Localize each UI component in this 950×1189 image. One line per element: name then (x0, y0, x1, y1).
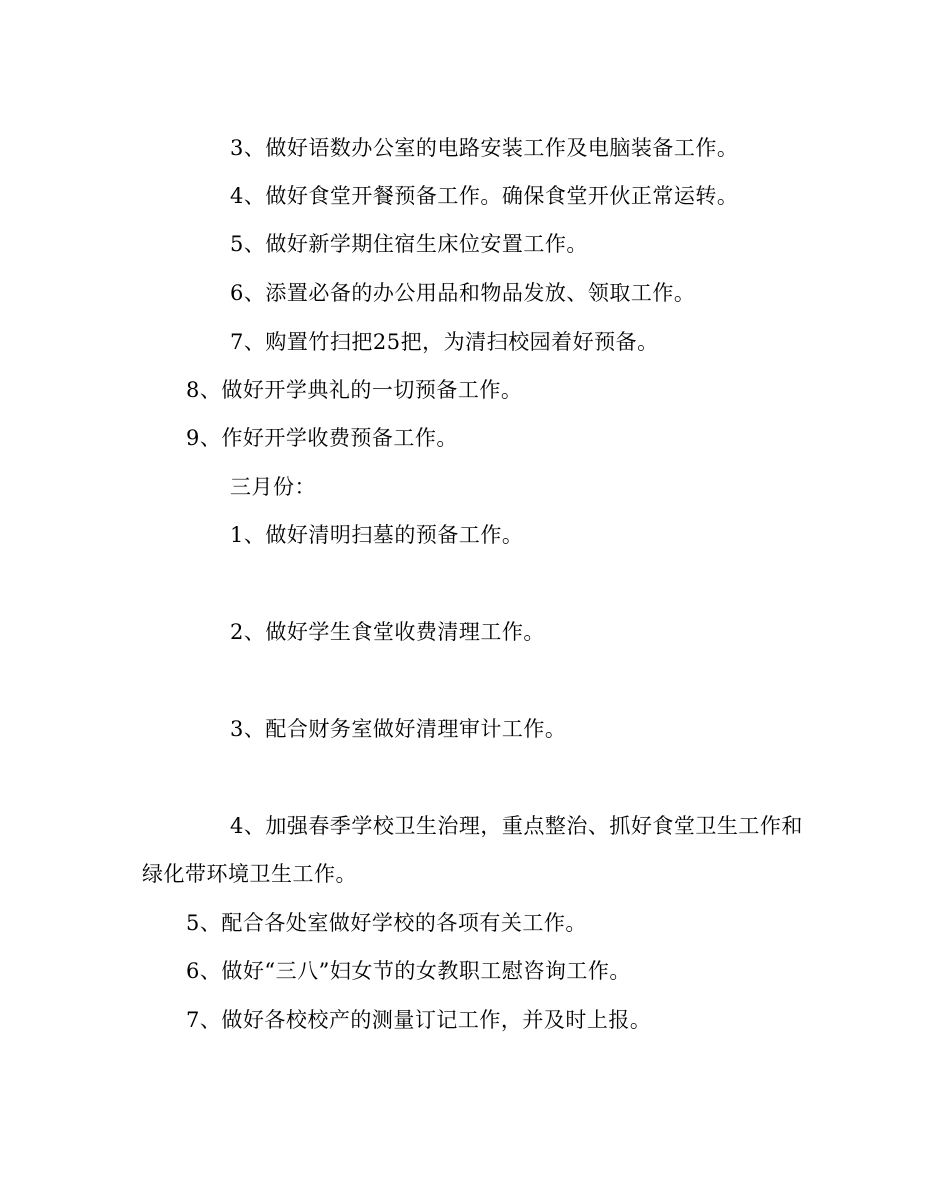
paragraph-line-continued: 绿化带环境卫生工作。 (142, 862, 357, 886)
paragraph-line: 8、做好开学典礼的一切预备工作。 (186, 378, 523, 402)
paragraph-line: 4、加强春季学校卫生治理，重点整治、抓好食堂卫生工作和 (230, 814, 803, 838)
paragraph-line: 7、购置竹扫把25把，为清扫校园着好预备。 (230, 330, 659, 354)
paragraph-line: 2、做好学生食堂收费清理工作。 (230, 620, 545, 644)
paragraph-line: 6、添置必备的办公用品和物品发放、领取工作。 (230, 281, 696, 305)
paragraph-line: 3、做好语数办公室的电路安装工作及电脑装备工作。 (230, 136, 739, 160)
paragraph-line: 7、做好各校校产的测量订记工作，并及时上报。 (186, 1008, 652, 1032)
paragraph-line: 1、做好清明扫墓的预备工作。 (230, 523, 524, 547)
paragraph-line: 6、做好“三八”妇女节的女教职工慰咨询工作。 (186, 959, 631, 983)
paragraph-line: 3、配合财务室做好清理审计工作。 (230, 717, 567, 741)
section-heading: 三月份： (230, 475, 316, 499)
paragraph-line: 5、配合各处室做好学校的各项有关工作。 (186, 911, 587, 935)
paragraph-line: 9、作好开学收费预备工作。 (186, 426, 458, 450)
paragraph-line: 5、做好新学期住宿生床位安置工作。 (230, 232, 588, 256)
paragraph-line: 4、做好食堂开餐预备工作。确保食堂开伙正常运转。 (230, 184, 739, 208)
